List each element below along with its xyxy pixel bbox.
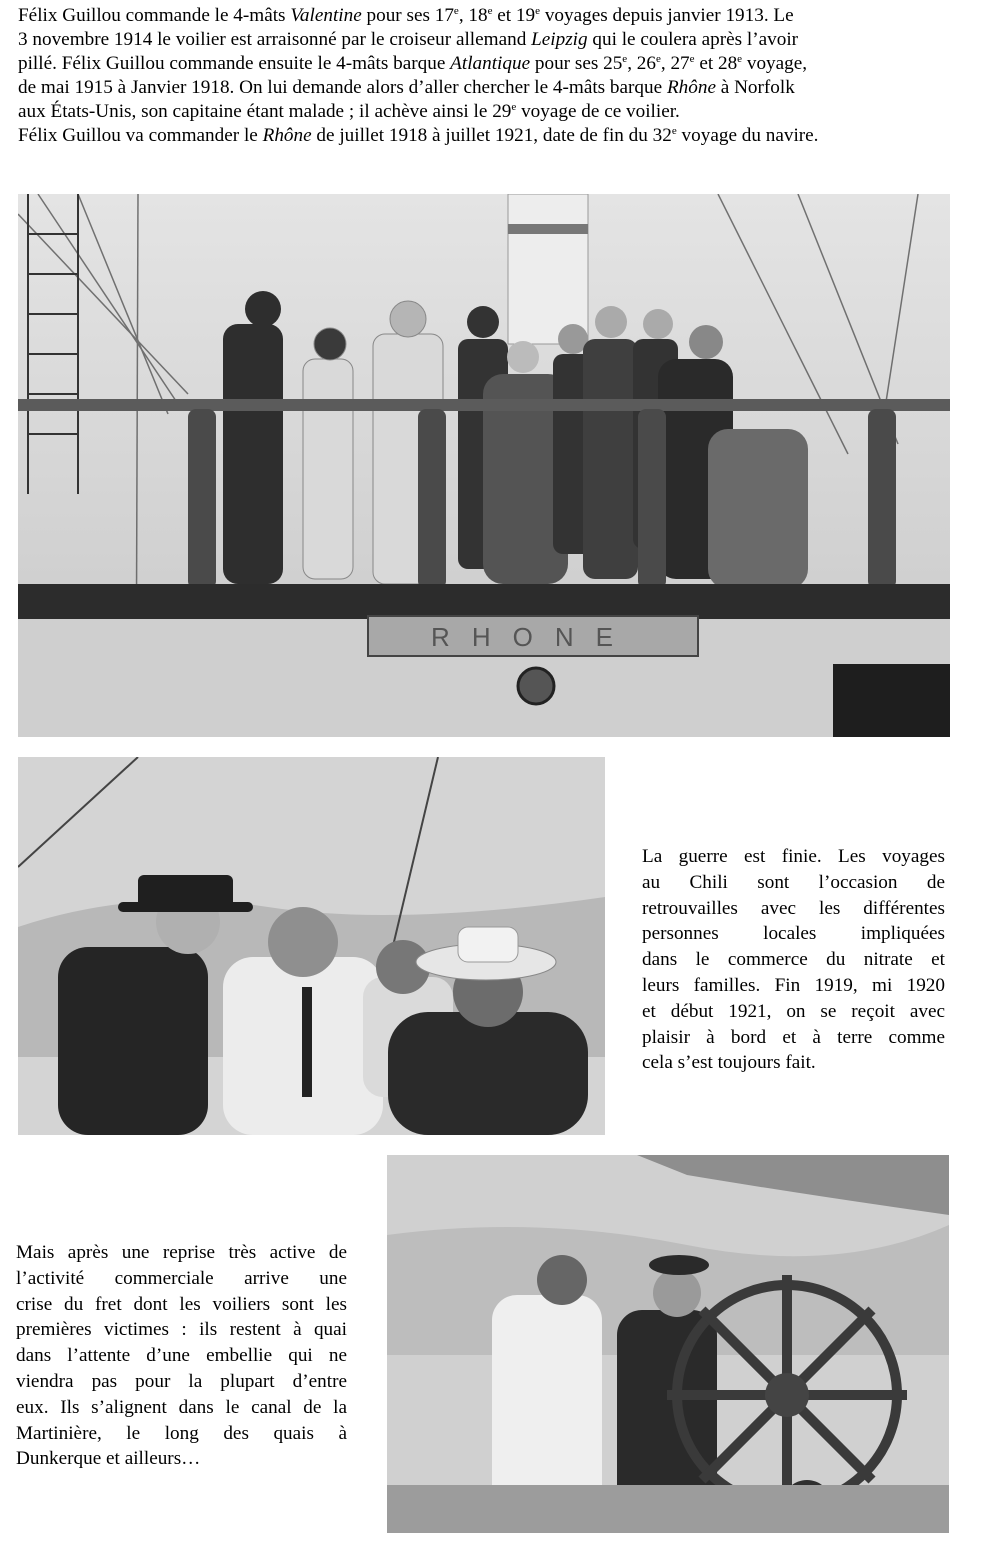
photo-four-men [18,757,605,1135]
crise-line: eux. Ils s’alignent dans le canal de la [16,1396,347,1418]
chili-line: plaisir à bord et à terre comme [642,1026,945,1048]
crise-line: Mais après une reprise très active de [16,1242,347,1263]
crise-line: Dunkerque et ailleurs… [16,1448,201,1470]
chili-paragraph [642,844,945,1076]
chili-line: dans le commerce du nitrate et [642,949,945,971]
crise-line: l’activité commerciale arrive une [16,1267,347,1289]
chili-line: personnes locales impliquées [642,923,945,945]
intro-line-3: pillé. Félix Guillou commande ensuite le 4-mâts barque Atlantique pour ses 25e, 26e, 27e et 28e voyage, [18,53,808,74]
crise-line: dans l’attente d’une embellie qui ne [16,1345,347,1367]
crise-line: viendra pas pour la plupart d’entre [16,1370,347,1392]
crise-line: crise du fret dont les voiliers sont les [16,1293,347,1315]
photo-group-on-deck [18,194,950,737]
photo-ship-wheel [387,1155,949,1533]
intro-line-4: de mai 1915 à Janvier 1918. On lui demande alors d’aller chercher le 4-mâts barque Rhône à Norfolk [18,77,795,98]
intro-line-2: 3 novembre 1914 le voilier est arraisonné par le croiseur allemand Leipzig qui le coulera après l’avoir [18,29,799,50]
photo-ship-wheel-drawing [387,1155,949,1533]
crise-line: Martinière, le long des quais à [16,1422,347,1444]
crise-line: premières victimes : ils restent à quai [16,1319,347,1341]
photo-four-men-drawing [18,757,605,1135]
chili-line: La guerre est finie. Les voyages [642,846,945,867]
photo-group-on-deck-drawing [18,194,950,737]
chili-line: au Chili sont l’occasion de [642,871,945,893]
chili-line: cela s’est toujours fait. [642,1052,816,1074]
intro-paragraph [18,4,958,148]
chili-line: leurs familles. Fin 1919, mi 1920 [642,974,945,996]
intro-line-1: Félix Guillou commande le 4-mâts Valentine pour ses 17e, 18e et 19e voyages depuis janvier 1913. Le [18,5,794,26]
intro-line-5: aux États-Unis, son capitaine étant malade ; il achève ainsi le 29e voyage de ce voilier. [18,101,680,122]
chili-line: retrouvailles avec les différentes [642,897,945,919]
intro-line-6: Félix Guillou va commander le Rhône de juillet 1918 à juillet 1921, date de fin du 32e voyage du navire. [18,125,819,146]
crise-paragraph [16,1240,347,1472]
nameplate-text: RHONE [431,622,635,652]
chili-line: et début 1921, on se reçoit avec [642,1000,945,1022]
